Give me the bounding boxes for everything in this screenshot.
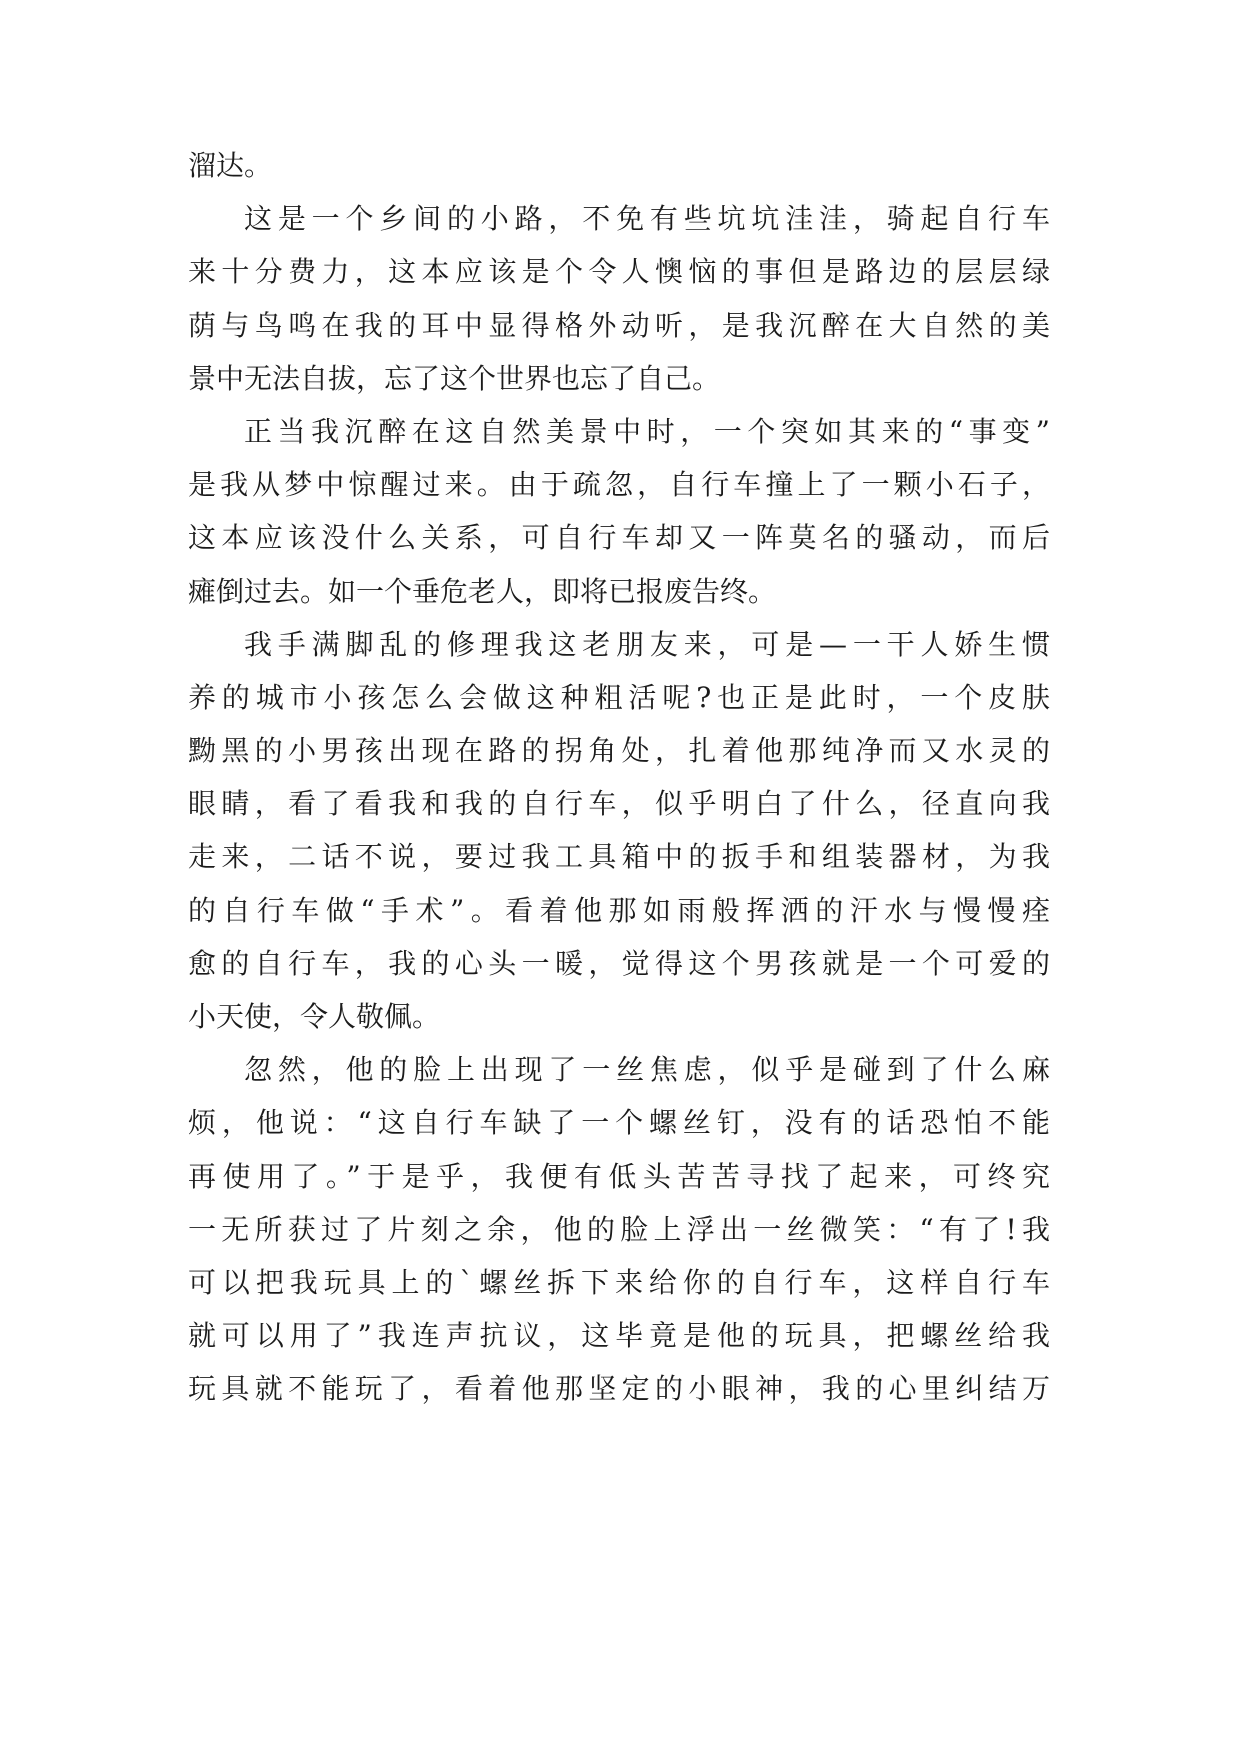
text-line: 养的城市小孩怎么会做这种粗活呢?也正是此时，一个皮肤: [188, 680, 1050, 714]
text-line: 烦，他说：“这自行车缺了一个螺丝钉，没有的话恐怕不能: [188, 1106, 1050, 1140]
text-line: 这是一个乡间的小路，不免有些坑坑洼洼，骑起自行车: [244, 202, 1050, 236]
text-line: 愈的自行车，我的心头一暖，觉得这个男孩就是一个可爱的: [188, 946, 1050, 980]
text-line: 玩具就不能玩了，看着他那坚定的小眼神，我的心里纠结万: [188, 1372, 1050, 1406]
text-line: 正当我沉醉在这自然美景中时，一个突如其来的“事变”: [244, 414, 1050, 448]
paragraph: [188, 405, 1050, 618]
text-line: 黝黑的小男孩出现在路的拐角处，扎着他那纯净而又水灵的: [188, 734, 1050, 768]
text-line: 是我从梦中惊醒过来。由于疏忽，自行车撞上了一颗小石子，: [188, 468, 1050, 502]
text-line: 荫与鸟鸣在我的耳中显得格外动听，是我沉醉在大自然的美: [188, 308, 1050, 342]
text-line: 再使用了。”于是乎，我便有低头苦苦寻找了起来，可终究: [188, 1159, 1050, 1193]
text-line: 溜达。: [188, 149, 273, 182]
paragraph: [188, 139, 1050, 192]
text-line: 走来，二话不说，要过我工具箱中的扳手和组装器材，为我: [188, 840, 1050, 874]
text-line: 的自行车做“手术”。看着他那如雨般挥洒的汗水与慢慢痊: [188, 893, 1050, 927]
text-line: 眼睛，看了看我和我的自行车，似乎明白了什么，径直向我: [188, 787, 1050, 821]
paragraph: [188, 1043, 1050, 1415]
text-line: 这本应该没什么关系，可自行车却又一阵莫名的骚动，而后: [188, 521, 1050, 555]
text-line: 小天使，令人敬佩。: [188, 1000, 441, 1033]
text-line: 来十分费力，这本应该是个令人懊恼的事但是路边的层层绿: [188, 255, 1050, 289]
paragraph: [188, 192, 1050, 405]
text-line: 瘫倒过去。如一个垂危老人，即将已报废告终。: [188, 574, 777, 608]
text-line: 就可以用了”我连声抗议，这毕竟是他的玩具，把螺丝给我: [188, 1319, 1050, 1353]
text-line: 一无所获过了片刻之余，他的脸上浮出一丝微笑：“有了!我: [188, 1212, 1050, 1246]
text-line: 可以把我玩具上的`螺丝拆下来给你的自行车，这样自行车: [188, 1265, 1050, 1299]
text-line: 景中无法自拔，忘了这个世界也忘了自己。: [188, 361, 721, 395]
text-line: 我手满脚乱的修理我这老朋友来，可是—一干人娇生惯: [244, 627, 1050, 661]
document-body: [188, 139, 1050, 1416]
paragraph: [188, 618, 1050, 1044]
text-line: 忽然，他的脸上出现了一丝焦虑，似乎是碰到了什么麻: [244, 1053, 1050, 1087]
